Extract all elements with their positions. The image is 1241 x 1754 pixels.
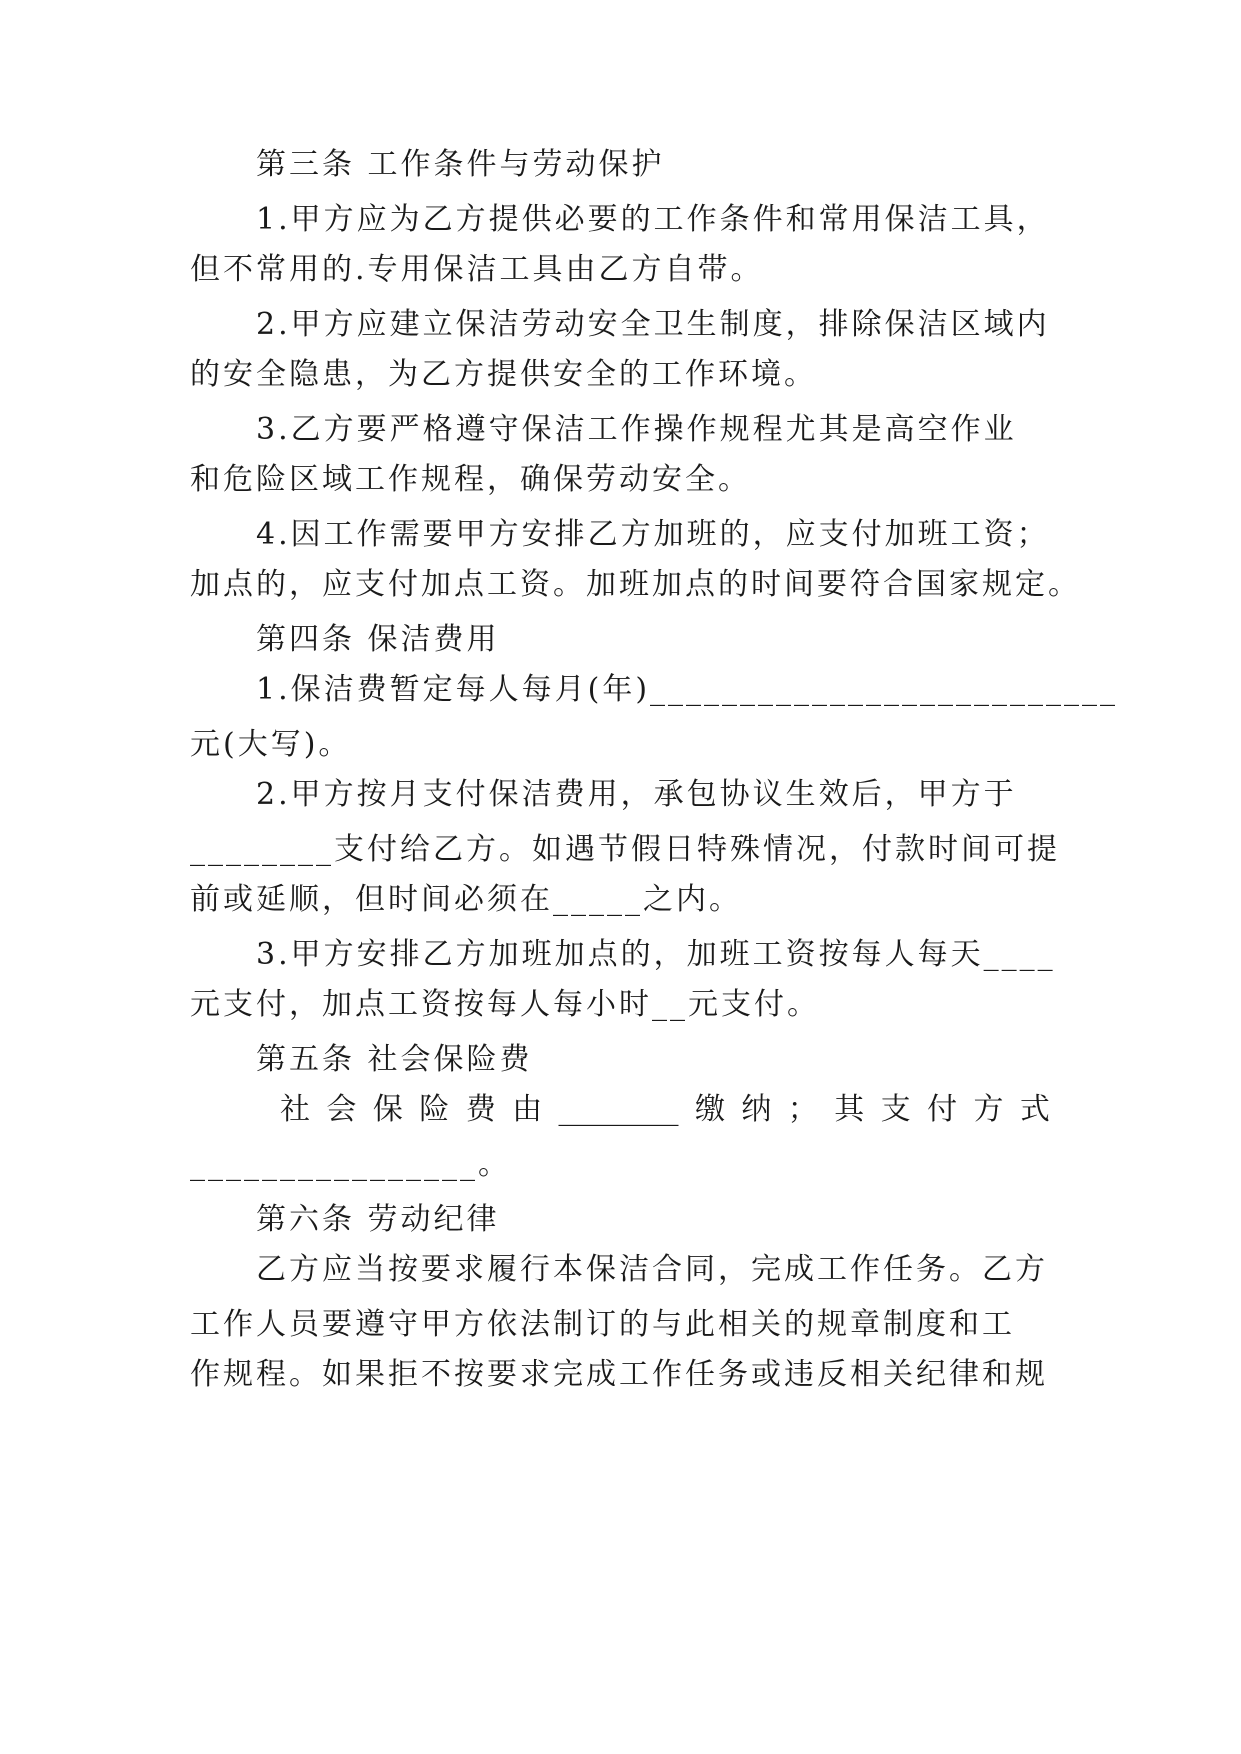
- paragraph-line: 加点的，应支付加点工资。加班加点的时间要符合国家规定。: [190, 567, 1081, 602]
- text-glyph: 方: [973, 1092, 1004, 1127]
- paragraph-line: 3.甲方安排乙方加班加点的，加班工资按每人每天____: [256, 937, 1056, 972]
- paragraph-line: 和危险区域工作规程，确保劳动安全。: [190, 462, 751, 497]
- text-glyph: 式: [1019, 1092, 1050, 1127]
- paragraph-line: 1.甲方应为乙方提供必要的工作条件和常用保洁工具，: [256, 202, 1050, 237]
- article-5-heading: 第五条 社会保险费: [256, 1042, 533, 1077]
- paragraph-line: 工作人员要遵守甲方依法制订的与此相关的规章制度和工: [190, 1307, 1015, 1342]
- text-glyph: 其: [834, 1092, 865, 1127]
- text-glyph: 由: [512, 1092, 543, 1127]
- text-glyph: 保: [372, 1092, 403, 1127]
- text-glyph: ；: [787, 1092, 818, 1127]
- text-glyph: 纳: [741, 1092, 772, 1127]
- paragraph-line: 3.乙方要严格遵守保洁工作操作规程尤其是高空作业: [256, 412, 1017, 447]
- paragraph-line: 元(大写)。: [190, 727, 352, 762]
- paragraph-line: 元支付，加点工资按每人每小时__元支付。: [190, 987, 820, 1022]
- justified-paragraph-line: [280, 1090, 1050, 1130]
- article-6-heading: 第六条 劳动纪律: [256, 1202, 500, 1237]
- text-glyph: 付: [927, 1092, 958, 1127]
- paragraph-line: ________支付给乙方。如遇节假日特殊情况，付款时间可提: [190, 832, 1060, 867]
- paragraph-line: 但不常用的.专用保洁工具由乙方自带。: [190, 252, 764, 287]
- text-glyph: 会: [326, 1092, 357, 1127]
- paragraph-line: 乙方应当按要求履行本保洁合同，完成工作任务。乙方: [256, 1252, 1048, 1287]
- paragraph-line: 作规程。如果拒不按要求完成工作任务或违反相关纪律和规: [190, 1357, 1048, 1392]
- article-4-heading: 第四条 保洁费用: [256, 622, 500, 657]
- text-glyph: 社: [280, 1092, 310, 1127]
- paragraph-line: 2.甲方应建立保洁劳动安全卫生制度，排除保洁区域内: [256, 307, 1050, 342]
- text-glyph: 支: [880, 1092, 911, 1127]
- paragraph-line: 2.甲方按月支付保洁费用，承包协议生效后，甲方于: [256, 777, 1017, 812]
- paragraph-line: 前或延顺，但时间必须在_____之内。: [190, 882, 742, 917]
- text-glyph: 缴: [694, 1092, 725, 1127]
- blank-field: ________: [558, 1092, 679, 1127]
- paragraph-line: 4.因工作需要甲方安排乙方加班的，应支付加班工资；: [256, 517, 1050, 552]
- paragraph-line: 1.保洁费暂定每人每月(年)__________________________: [256, 672, 1119, 707]
- paragraph-line: ________________。: [190, 1147, 511, 1182]
- text-glyph: 费: [465, 1092, 496, 1127]
- article-3-heading: 第三条 工作条件与劳动保护: [256, 147, 665, 182]
- paragraph-line: 的安全隐患，为乙方提供安全的工作环境。: [190, 357, 817, 392]
- text-glyph: 险: [419, 1092, 450, 1127]
